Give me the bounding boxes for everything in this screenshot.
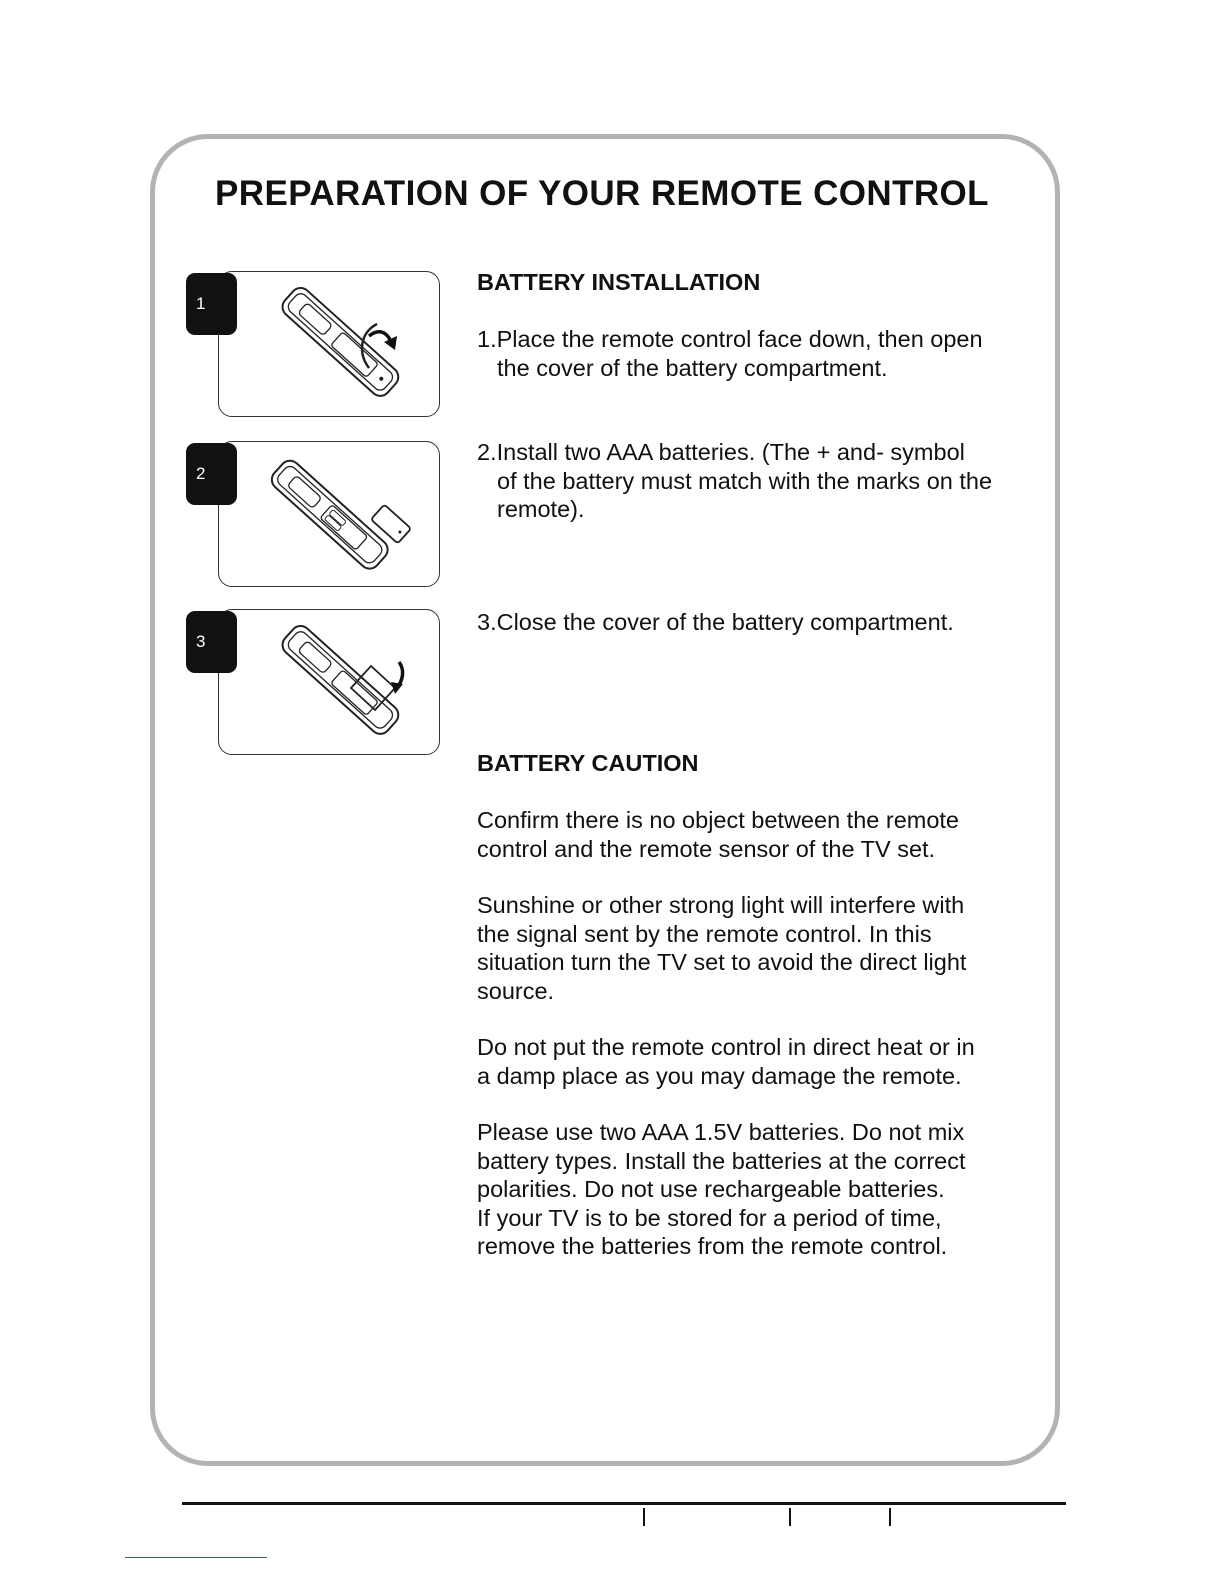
text-line: control and the remote sensor of the TV set. <box>477 835 936 862</box>
installation-step-3-text <box>477 608 1037 637</box>
step-number-badge: 3 <box>186 611 237 673</box>
text-line: situation turn the TV set to avoid the direct light <box>477 949 967 975</box>
step-illustration-frame <box>218 441 440 587</box>
text-line: Sunshine or other strong light will interfere with <box>477 892 965 918</box>
caution-paragraph-4 <box>477 1118 1037 1261</box>
installation-step-1-text <box>477 325 1037 382</box>
text-line: 1.Place the remote control face down, then open <box>477 326 983 352</box>
installation-heading: BATTERY INSTALLATION <box>477 269 761 295</box>
step-1-illustration <box>186 271 442 419</box>
remote-open-cover-icon <box>219 272 441 418</box>
text-line: Confirm there is no object between the remote <box>477 807 960 833</box>
caution-paragraph-1 <box>477 806 1037 863</box>
footer-tick <box>789 1508 791 1526</box>
text-line: remote). <box>497 496 585 522</box>
text-line: a damp place as you may damage the remote. <box>477 1062 962 1089</box>
caution-paragraph-2 <box>477 891 1037 1005</box>
footer-rule <box>182 1502 1066 1505</box>
remote-close-cover-icon <box>219 610 441 756</box>
page-title: PREPARATION OF YOUR REMOTE CONTROL <box>215 174 989 213</box>
text-line: the signal sent by the remote control. In this <box>477 920 932 947</box>
text-line: battery types. Install the batteries at the correct <box>477 1147 966 1174</box>
step-number-badge: 1 <box>186 273 237 335</box>
step-illustration-frame <box>218 271 440 417</box>
text-line: polarities. Do not use rechargeable batteries. <box>477 1176 945 1202</box>
footer-tick <box>643 1508 645 1526</box>
installation-step-2-text <box>477 438 1037 524</box>
text-line: Do not put the remote control in direct heat or in <box>477 1034 975 1060</box>
footer-tick <box>889 1508 891 1526</box>
step-illustration-frame <box>218 609 440 755</box>
text-line: 3.Close the cover of the battery compartment. <box>477 609 954 635</box>
text-line: Please use two AAA 1.5V batteries. Do not mix <box>477 1119 965 1145</box>
remote-insert-batteries-icon <box>219 442 441 588</box>
text-line: of the battery must match with the marks on the <box>497 467 993 494</box>
step-number-badge: 2 <box>186 443 237 505</box>
text-line: 2.Install two AAA batteries. (The + and- symbol <box>477 439 965 465</box>
footer-link-underline <box>125 1557 267 1558</box>
caution-paragraph-3 <box>477 1033 1037 1090</box>
text-line: remove the batteries from the remote control. <box>477 1233 948 1259</box>
step-2-illustration <box>186 441 442 589</box>
step-3-illustration <box>186 609 442 757</box>
text-line: the cover of the battery compartment. <box>497 354 888 381</box>
text-line: source. <box>477 977 555 1004</box>
text-line: If your TV is to be stored for a period of time, <box>477 1204 942 1231</box>
caution-heading: BATTERY CAUTION <box>477 750 699 776</box>
